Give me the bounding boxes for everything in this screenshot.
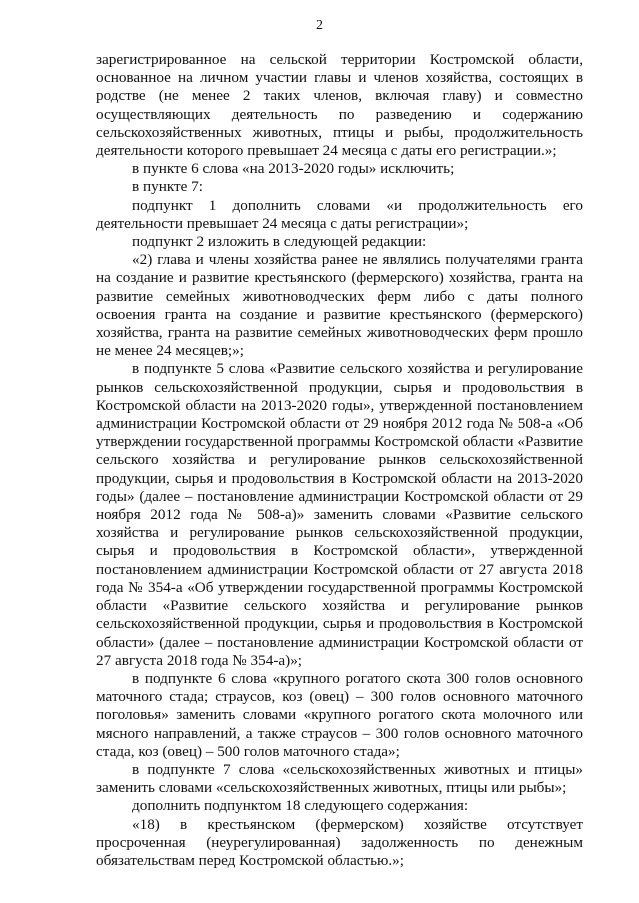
page-number: 2 bbox=[316, 18, 323, 33]
paragraph: «2) глава и члены хозяйства ранее не являлись получателями гранта на создание и развитие крестьянского (фермерского) хозяйства, гранта на развитие семейных животноводческих ферм либо с даты полного освоения гранта на создание и развитие крестьянского (фермерского) хозяйства, гранта на развитие семейных животноводческих ферм прошло не менее 24 месяцев;»; bbox=[96, 251, 583, 360]
paragraph: в подпункте 5 слова «Развитие сельского хозяйства и регулирование рынков сельскохозяйственной продукции, сырья и продовольствия в Костромской области на 2013-2020 годы», утвержденной постановлением администрации Костромской области от 29 ноября 2012 года № 508-а «Об утверждении государственной программы Костромской области «Развитие сельского хозяйства и регулирование рынков сельскохозяйственной продукции, сырья и продовольствия в Костромской области на 2013-2020 годы» (далее – постановление администрации Костромской области от 29 ноября 2012 года № 508-а)» заменить словами «Развитие сельского хозяйства и регулирование рынков сельскохозяйственной продукции, сырья и продовольствия в Костромской области», утвержденной постановлением администрации Костромской области от 27 августа 2018 года № 354-а «Об утверждении государственной программы Костромской области «Развитие сельского хозяйства и регулирование рынков сельскохозяйственной продукции, сырья и продовольствия в Костромской области» (далее – постановление администрации Костромской области от 27 августа 2018 года № 354-а)»; bbox=[96, 360, 583, 669]
paragraph: подпункт 2 изложить в следующей редакции: bbox=[132, 233, 427, 251]
paragraph: подпункт 1 дополнить словами «и продолжительность его деятельности превышает 24 месяца с даты регистрации»; bbox=[96, 196, 583, 232]
paragraph: в подпункте 6 слова «крупного рогатого скота 300 голов основного маточного стада; страусов, коз (овец) – 300 голов основного маточного поголовья» заменить словами «крупного рогатого скота молочного или мясного направлений, а также страусов – 300 голов основного маточного стада, коз (овец) – 500 голов маточного стада»; bbox=[96, 669, 583, 760]
paragraph: в пункте 7: bbox=[132, 178, 203, 196]
paragraph: в пункте 6 слова «на 2013-2020 годы» исключить; bbox=[132, 160, 455, 178]
document-body bbox=[96, 51, 583, 870]
paragraph: зарегистрированное на сельской территории Костромской области, основанное на личном участии главы и членов хозяйства, состоящих в родстве (не менее 2 таких членов, включая главу) и совместно осуществляющих деятельность по разведению и содержанию сельскохозяйственных животных, птицы и рыбы, продолжительность деятельности которого превышает 24 месяца с даты его регистрации.»; bbox=[96, 51, 583, 160]
paragraph: «18) в крестьянском (фермерском) хозяйстве отсутствует просроченная (неурегулированная) задолженность по денежным обязательствам перед Костромской областью.»; bbox=[96, 815, 583, 869]
paragraph: дополнить подпунктом 18 следующего содержания: bbox=[132, 797, 469, 815]
paragraph: в подпункте 7 слова «сельскохозяйственных животных и птицы» заменить словами «сельскохозяйственных животных, птицы или рыбы»; bbox=[96, 760, 583, 797]
